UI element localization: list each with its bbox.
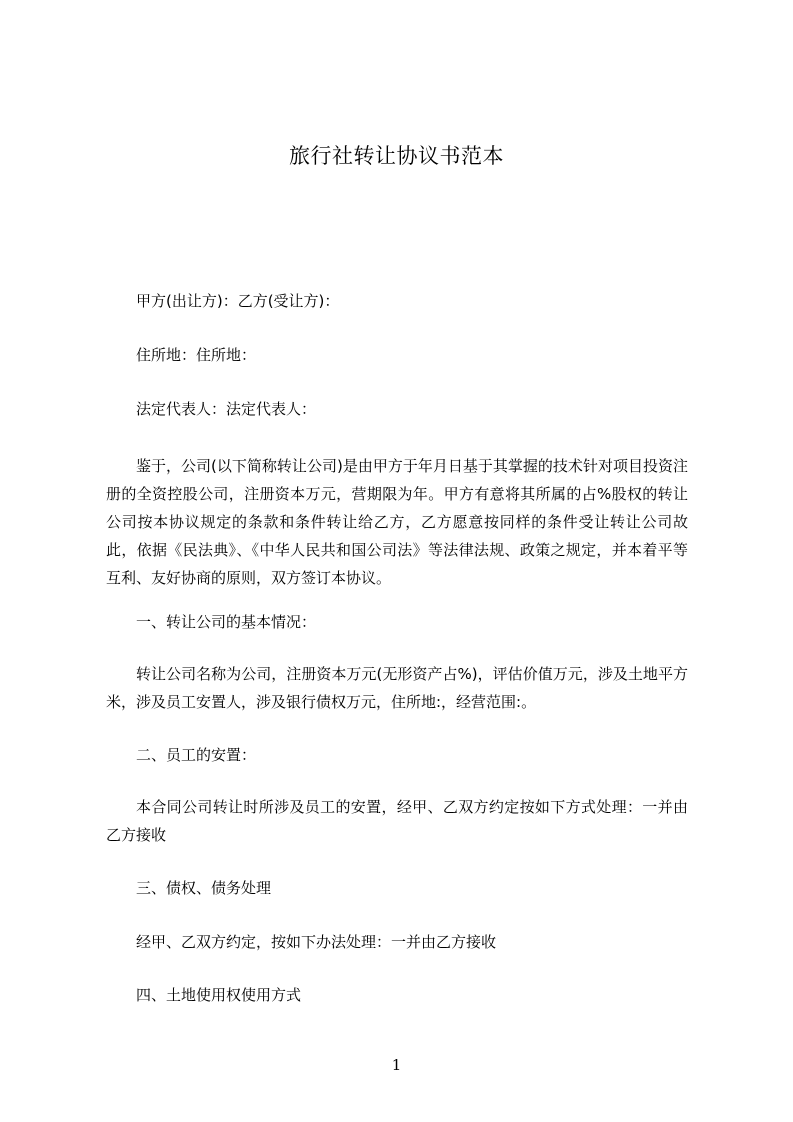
address-line: 住所地：住所地： bbox=[136, 346, 257, 364]
section1-heading: 一、转让公司的基本情况： bbox=[136, 613, 317, 631]
preamble-paragraph: 鉴于，公司(以下简称转让公司)是由甲方于年月日基于其掌握的技术针对项目投资注册的全资控股公司，注册资本万元，营期限为年。甲方有意将其所属的占%股权的转让公司按本协议规定的条款和条件转让给乙方，乙方愿意按同样的条件受让转让公司故此，依据《民法典》、《中华人民共和国公司法》等法律法规、政策之规定，并本着平等互利、友好协商的原则，双方签订本协议。 bbox=[106, 457, 688, 587]
representative-line: 法定代表人：法定代表人： bbox=[136, 400, 317, 418]
section3-heading: 三、债权、债务处理 bbox=[136, 879, 272, 897]
parties-line: 甲方(出让方)：乙方(受让方)： bbox=[136, 292, 340, 310]
section4-heading: 四、土地使用权使用方式 bbox=[136, 986, 302, 1004]
page-number: 1 bbox=[391, 1056, 402, 1074]
section2-body: 本合同公司转让时所涉及员工的安置，经甲、乙双方约定按如下方式处理：一并由乙方接收 bbox=[106, 798, 688, 844]
section2-heading: 二、员工的安置： bbox=[136, 746, 257, 764]
document-title: 旅行社转让协议书范本 bbox=[289, 144, 504, 168]
section3-body: 经甲、乙双方约定，按如下办法处理：一并由乙方接收 bbox=[136, 933, 497, 951]
section1-body: 转让公司名称为公司，注册资本万元(无形资产占%)，评估价值万元，涉及土地平方米，涉及员工安置人，涉及银行债权万元，住所地:，经营范围:。 bbox=[106, 665, 688, 711]
